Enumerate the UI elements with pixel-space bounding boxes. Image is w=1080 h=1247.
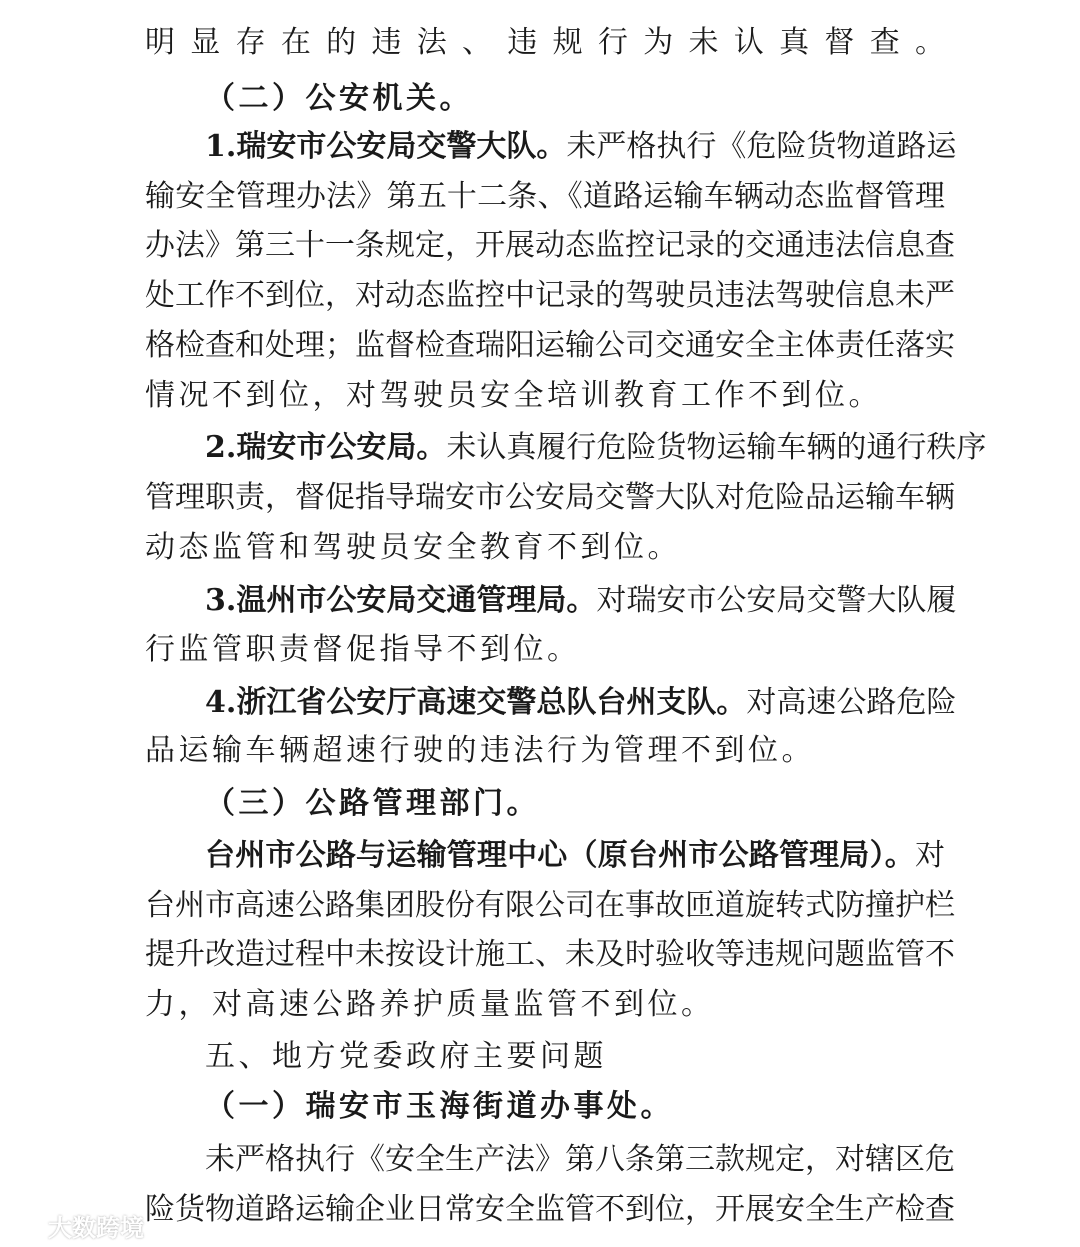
watermark-text: 大数跨境 xyxy=(48,1213,144,1242)
highway-line-3: 提升改造过程中未按设计施工、未及时验收等违规问题监管不 xyxy=(145,937,955,972)
highway-line-4: 力，对高速公路养护质量监管不到位。 xyxy=(145,987,715,1022)
section-heading-highway: （三）公路管理部门。 xyxy=(205,786,540,821)
yuhai-line-1: 未严格执行《安全生产法》第八条第三款规定，对辖区危 xyxy=(205,1142,955,1177)
item-3-line-2: 行监管职责督促指导不到位。 xyxy=(145,632,581,667)
item-1-line-6: 情况不到位，对驾驶员安全培训教育工作不到位。 xyxy=(145,378,882,413)
item-1-line-1: 1.瑞安市公安局交警大队。未严格执行《危险货物道路运 xyxy=(205,129,957,164)
item-1-line-3: 办法》第三十一条规定，开展动态监控记录的交通违法信息查 xyxy=(145,228,955,263)
watermark xyxy=(8,1208,144,1242)
item-1-line-2: 输安全管理办法》第五十二条、《道路运输车辆动态监督管理 xyxy=(145,179,945,214)
highway-line-2: 台州市高速公路集团股份有限公司在事故匝道旋转式防撞护栏 xyxy=(145,888,955,923)
item-2-line-3: 动态监管和驾驶员安全教育不到位。 xyxy=(145,530,681,565)
item-2-line-1: 2.瑞安市公安局。未认真履行危险货物运输车辆的通行秩序 xyxy=(205,430,987,465)
item-2-line-2: 管理职责，督促指导瑞安市公安局交警大队对危险品运输车辆 xyxy=(145,480,955,515)
item-4-line-2: 品运输车辆超速行驶的违法行为管理不到位。 xyxy=(145,733,815,768)
item-4-line-1: 4.浙江省公安厅高速交警总队台州支队。对高速公路危险 xyxy=(205,685,957,720)
chapter-heading-local-government: 五、地方党委政府主要问题 xyxy=(205,1039,607,1074)
watermark-logo-icon xyxy=(8,1211,42,1239)
yuhai-line-2: 险货物道路运输企业日常安全监管不到位，开展安全生产检查 xyxy=(145,1192,955,1227)
text-line-1: 明显存在的违法、违规行为未认真督查。 xyxy=(145,25,945,60)
section-heading-public-security: （二）公安机关。 xyxy=(205,81,473,116)
highway-line-1: 台州市公路与运输管理中心（原台州市公路管理局）。对 xyxy=(205,838,945,873)
item-1-line-5: 格检查和处理；监督检查瑞阳运输公司交通安全主体责任落实 xyxy=(145,328,955,363)
item-3-line-1: 3.温州市公安局交通管理局。对瑞安市公安局交警大队履 xyxy=(205,583,957,618)
item-1-line-4: 处工作不到位，对动态监控中记录的驾驶员违法驾驶信息未严 xyxy=(145,278,955,313)
section-heading-yuhai-street: （一）瑞安市玉海街道办事处。 xyxy=(205,1089,674,1124)
